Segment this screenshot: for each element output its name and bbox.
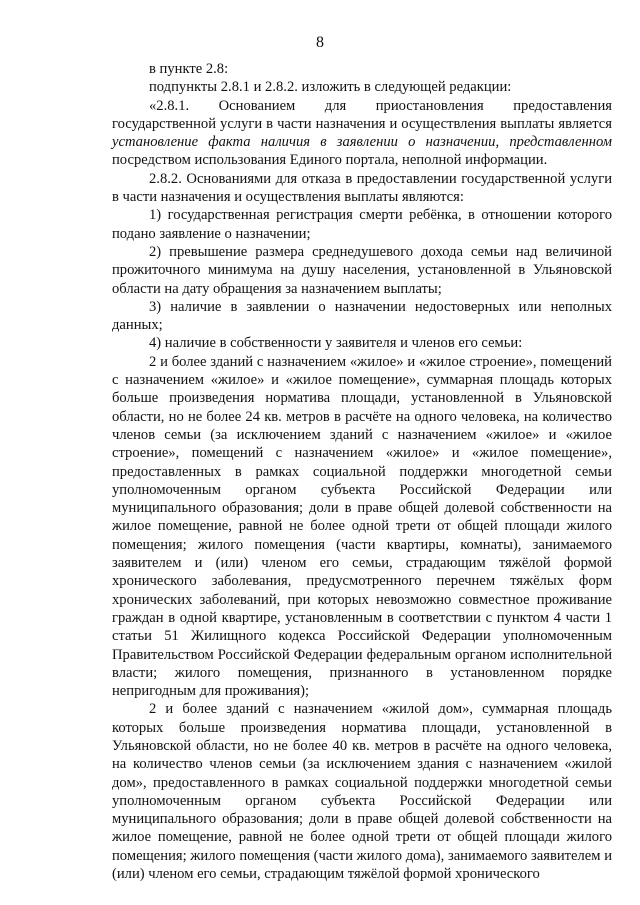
paragraph-text: «2.8.1. Основанием для приостановления предоставления государственной услуги в части назначения и осуществления выплаты является	[112, 97, 612, 132]
document-body	[112, 60, 612, 883]
paragraph: 2) превышение размера среднедушевого дохода семьи над величиной прожиточного минимума на душу населения, установленной в Ульяновской области на дату обращения за назначением выплаты;	[112, 243, 612, 297]
paragraph: в пункте 2.8:	[149, 61, 229, 77]
paragraph: 2 и более зданий с назначением «жилое» и «жилое строение», помещений с назначением «жилое» и «жилое помещение», суммарная площадь которых больше произведения норматива площади, установленной в Ульяновской области, но не более 24 кв. метров в расчёте на одного человека, на количество членов семьи (за исключением зданий с назначением «жилое» и «жилое строение», помещений с назначением «жилое» и «жилое помещение», предоставленных в рамках социальной поддержки многодетной семьи уполномоченным органом субъекта Российской Федерации или муниципального образования; доли в праве общей долевой собственности на жилое помещение, равной не более одной трети от общей площади жилого помещения; жилого помещения (части квартиры, комнаты), занимаемого заявителем и (или) членом его семьи, страдающим тяжёлой формой хронического заболевания, предусмотренного перечнем тяжёлых форм хронических заболеваний, при которых невозможно совместное проживание граждан в одной квартире, установленным в соответствии с пунктом 4 части 1 статьи 51 Жилищного кодекса Российской Федерации уполномоченным Правительством Российской Федерации федеральным органом исполнительной власти; жилого помещения, признанного в установленном порядке непригодным для проживания);	[112, 353, 612, 700]
paragraph: 3) наличие в заявлении о назначении недостоверных или неполных данных;	[112, 298, 612, 334]
paragraph-text: посредством использования Единого портала, неполной информации.	[112, 152, 548, 169]
page-number: 8	[316, 34, 324, 51]
paragraph: 2 и более зданий с назначением «жилой дом», суммарная площадь которых больше произведения норматива площади, установленной в Ульяновской области, но не более 40 кв. метров в расчёте на одного человека, на количество членов семьи (за исключением здания с назначением «жилой дом», предоставленного в рамках социальной поддержки многодетной семьи уполномоченным органом субъекта Российской Федерации или муниципального образования; доли в праве общей долевой собственности на жилое помещение, равной не более одной трети от общей площади жилого помещения; жилого помещения (части жилого дома), занимаемого заявителем и (или) членом его семьи, страдающим тяжёлой формой хронического	[112, 701, 612, 883]
paragraph: 2.8.2. Основаниями для отказа в предоставлении государственной услуги в части назначения и осуществления выплаты являются:	[112, 170, 612, 206]
italic-text: установление факта наличия в заявлении о назначении, представленном	[112, 134, 612, 151]
paragraph: подпункты 2.8.1 и 2.8.2. изложить в следующей редакции:	[149, 79, 512, 96]
paragraph: 4) наличие в собственности у заявителя и членов его семьи:	[149, 335, 523, 352]
paragraph	[112, 97, 612, 170]
paragraph: 1) государственная регистрация смерти ребёнка, в отношении которого подано заявление о назначении;	[112, 207, 612, 242]
